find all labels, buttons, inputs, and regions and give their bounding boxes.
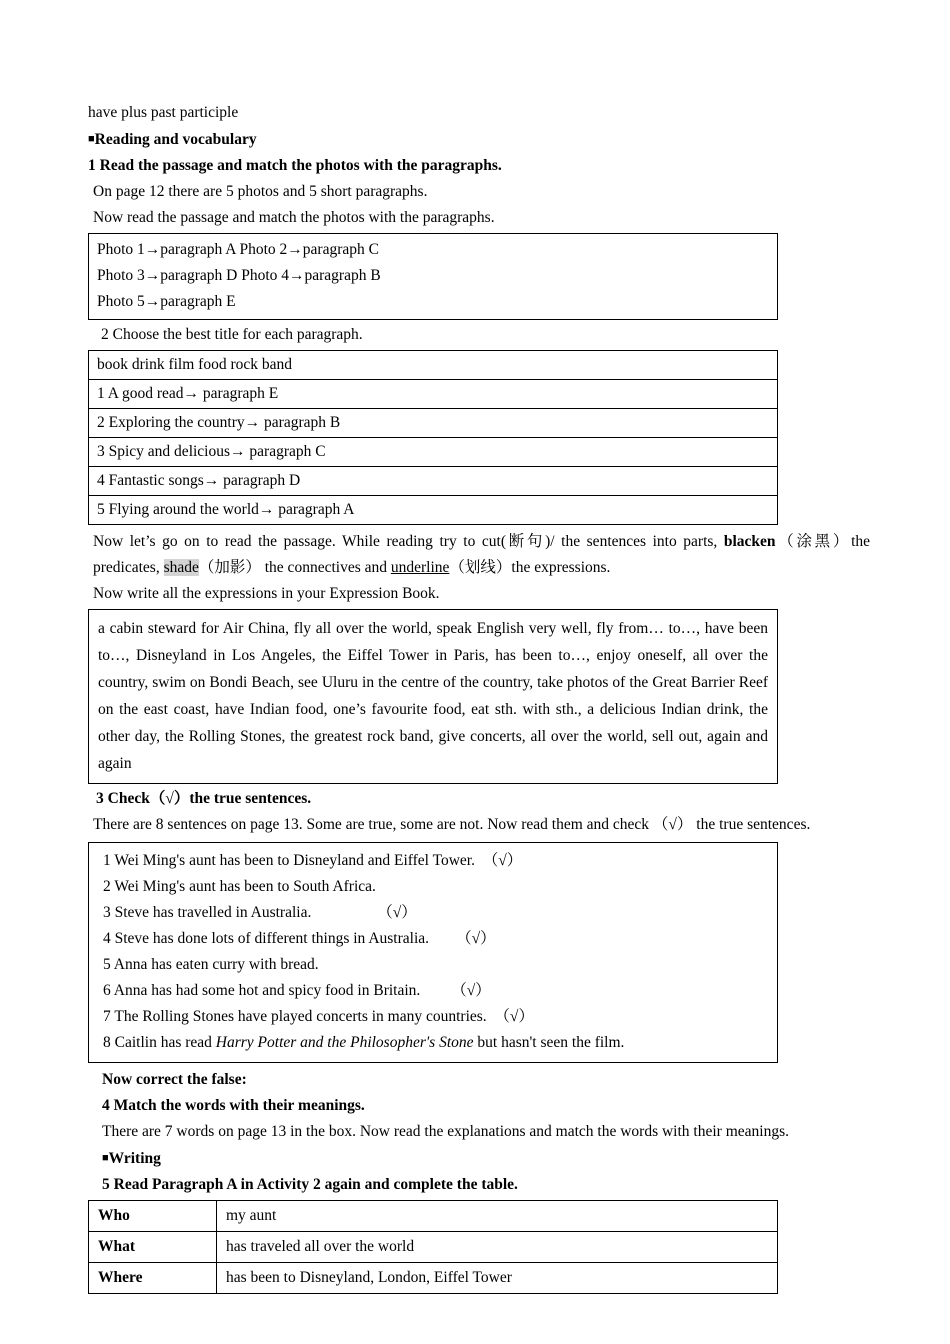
heading-reading-and-vocabulary xyxy=(88,126,870,153)
heading-reading-label: Reading and vocabulary xyxy=(94,131,257,148)
sentence-item: 7 The Rolling Stones have played concerts in many countries. （√） xyxy=(103,1008,534,1025)
sentence-item: 5 Anna has eaten curry with bread. xyxy=(103,956,319,973)
table-key-who: Who xyxy=(89,1201,217,1232)
instruction-bold-blacken: blacken xyxy=(723,533,776,550)
sentence-item: 2 Wei Ming's aunt has been to South Africa. xyxy=(103,878,376,895)
table-value-who: my aunt xyxy=(217,1201,778,1232)
table-row xyxy=(89,1232,778,1263)
instruction-segment-1: Now let’s go on to read the passage. While reading try to cut(断句)/ the sentences into parts, xyxy=(93,533,724,550)
expression-book-instruction: Now write all the expressions in your Expression Book. xyxy=(93,585,440,602)
sentence-8-post: but hasn't seen the film. xyxy=(473,1034,625,1051)
activity-2-answers-box xyxy=(88,350,778,525)
title-match-row: 3 Spicy and delicious→ paragraph C xyxy=(89,437,777,466)
sentence-item xyxy=(103,1030,768,1056)
activity-4-prompt: There are 7 words on page 13 in the box. Now read the explanations and match the words with their meanings. xyxy=(102,1123,789,1140)
instruction-segment-2: （涂黑） xyxy=(775,533,852,550)
line-have-plus-past-participle: have plus past participle xyxy=(88,104,239,121)
expressions-box: a cabin steward for Air China, fly all over the world, speak English very well, fly from… to…, have been to…, Disneyland in Los Angeles, the Eiffel Tower in Paris, has been to…, enjoy oneself, all over the country, swim on Bondi Beach, see Uluru in the centre of the country, take photos of the Great Barrier Reef on the east coast, have Indian food, one’s favourite food, eat sth. with sth., a delicious Indian drink, the other day, the Rolling Stones, the greatest rock band, give concerts, all over the world, sell out, again and again xyxy=(88,609,778,784)
activity-4-heading: 4 Match the words with their meanings. xyxy=(102,1097,365,1114)
activity-1-sub-2: Now read the passage and match the photos with the paragraphs. xyxy=(93,209,495,226)
sentence-8-book-title: Harry Potter and the Philosopher's Stone xyxy=(215,1034,474,1051)
table-value-where: has been to Disneyland, London, Eiffel Tower xyxy=(217,1263,778,1294)
activity-5-heading: 5 Read Paragraph A in Activity 2 again and complete the table. xyxy=(102,1176,518,1193)
heading-writing xyxy=(88,1145,870,1172)
activity-1-heading: 1 Read the passage and match the photos with the paragraphs. xyxy=(88,157,502,174)
instruction-segment-3: the predicates, xyxy=(93,533,870,576)
sentence-item: 1 Wei Ming's aunt has been to Disneyland and Eiffel Tower. （√） xyxy=(103,852,523,869)
instruction-segment-5: （划线）the expressions. xyxy=(449,559,611,576)
table-key-where: Where xyxy=(89,1263,217,1294)
now-correct-the-false: Now correct the false: xyxy=(102,1071,247,1088)
word-bank-row: book drink film food rock band xyxy=(97,356,293,373)
sentence-item: 4 Steve has done lots of different things in Australia. （√） xyxy=(103,930,496,947)
instruction-segment-4: （加影） the connectives and xyxy=(198,559,391,576)
photo-match-row: Photo 1→paragraph A Photo 2→paragraph C xyxy=(97,241,379,258)
activity-1-sub-1: On page 12 there are 5 photos and 5 short paragraphs. xyxy=(93,183,428,200)
table-row xyxy=(89,1201,778,1232)
title-match-row: 2 Exploring the country→ paragraph B xyxy=(89,408,777,437)
instruction-shaded-shade: shade xyxy=(163,559,199,576)
activity-3-prompt: There are 8 sentences on page 13. Some are true, some are not. Now read them and check （√） the true sentences. xyxy=(93,816,811,833)
photo-paragraph-match-box xyxy=(88,233,778,320)
document-content xyxy=(88,100,870,1294)
table-row xyxy=(89,1263,778,1294)
title-match-row: 4 Fantastic songs→ paragraph D xyxy=(89,466,777,495)
photo-match-row: Photo 5→paragraph E xyxy=(97,293,236,310)
title-match-row: 5 Flying around the world→ paragraph A xyxy=(89,495,777,524)
sentence-8-pre: 8 Caitlin has read xyxy=(103,1034,216,1051)
reading-instructions-paragraph xyxy=(88,529,870,581)
photo-match-row: Photo 3→paragraph D Photo 4→paragraph B xyxy=(97,267,381,284)
square-bullet-icon: ■ xyxy=(88,133,95,145)
activity-3-heading: 3 Check（√）the true sentences. xyxy=(96,790,312,807)
square-bullet-icon: ■ xyxy=(102,1152,109,1164)
table-value-what: has traveled all over the world xyxy=(217,1232,778,1263)
instruction-underlined-underline: underline xyxy=(390,559,450,576)
heading-writing-label: Writing xyxy=(108,1150,161,1167)
activity-2-prompt: 2 Choose the best title for each paragraph. xyxy=(101,326,363,343)
table-key-what: What xyxy=(89,1232,217,1263)
true-false-sentences-box xyxy=(88,842,778,1063)
sentence-item: 3 Steve has travelled in Australia. （√） xyxy=(103,904,417,921)
sentence-item: 6 Anna has had some hot and spicy food in Britain. （√） xyxy=(103,982,491,999)
title-match-row: 1 A good read→ paragraph E xyxy=(89,379,777,408)
writing-table xyxy=(88,1200,778,1294)
